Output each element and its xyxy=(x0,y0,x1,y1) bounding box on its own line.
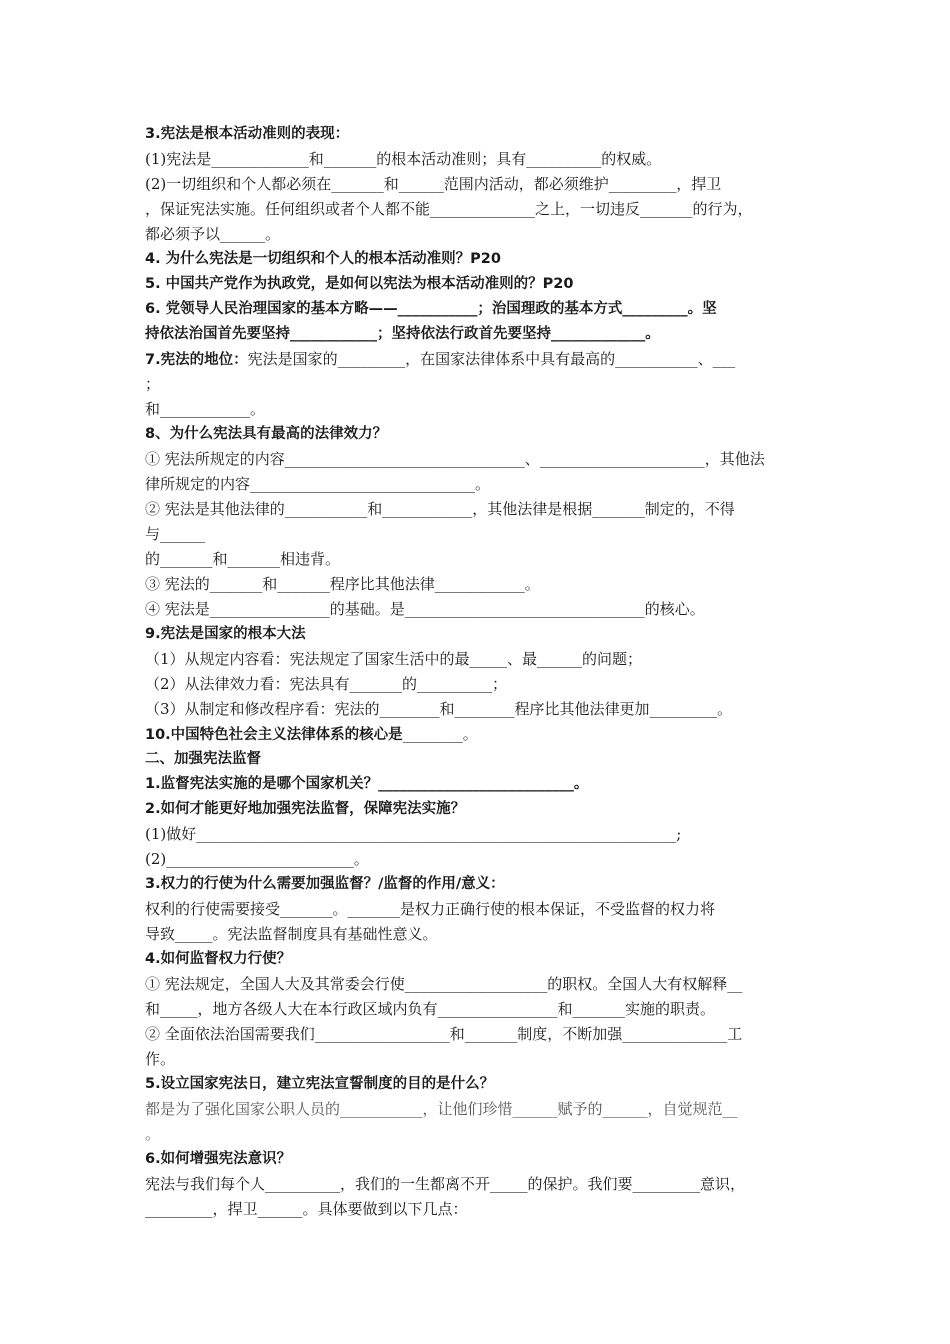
text-line: ① 宪法所规定的内容________________________________、______________________，其他法 xyxy=(145,450,765,468)
text-line: 9.宪法是国家的根本大法 xyxy=(145,626,306,642)
text-line: _________，捍卫______。具体要做到以下几点： xyxy=(145,1200,468,1218)
text-line: （3）从制定和修改程序看：宪法的________和________程序比其他法律更加_________。 xyxy=(145,700,733,718)
line-heading: 7.宪法的地位： xyxy=(145,352,248,368)
text-line: 宪法与我们每个人__________，我们的一生都离不开_____的保护。我们要_________意识， xyxy=(145,1175,746,1193)
line-body: ________。 xyxy=(402,725,478,743)
text-line: 二、加强宪法监督 xyxy=(145,751,261,767)
text-line: 都必须予以______。 xyxy=(145,225,281,243)
text-line: 4. 为什么宪法是一切组织和个人的根本活动准则？P20 xyxy=(145,251,501,267)
text-line: 3.权力的行使为什么需要加强监督？/监督的作用/意义： xyxy=(145,876,505,892)
text-line xyxy=(145,347,815,372)
text-line: ① 宪法规定，全国人大及其常委会行使___________________的职权。全国人大有权解释__ xyxy=(145,975,743,993)
text-line: 5. 中国共产党作为执政党，是如何以宪法为根本活动准则的？P20 xyxy=(145,276,574,292)
text-line: (1)宪法是_____________和_______的根本活动准则；具有__________的权威。 xyxy=(145,150,662,168)
text-line: 1.监督宪法实施的是哪个国家机关？___________________________。 xyxy=(145,776,589,792)
text-line: 律所规定的内容______________________________。 xyxy=(145,475,491,493)
text-line: (1)做好________________________________________________________________; xyxy=(145,825,682,843)
text-line: 与______ xyxy=(145,525,206,543)
text-line: 和_____，地方各级人大在本行政区域内负有________________和_______实施的职责。 xyxy=(145,1000,716,1018)
text-line: 和____________。 xyxy=(145,400,266,418)
text-line: 3.宪法是根本活动准则的表现： xyxy=(145,126,350,142)
text-line: （1）从规定内容看：宪法规定了国家生活中的最_____、最______的问题； xyxy=(145,650,643,668)
text-line: 4.如何监督权力行使？ xyxy=(145,951,292,967)
text-line: ，保证宪法实施。任何组织或者个人都不能______________之上，一切违反_______的行为， xyxy=(145,200,753,218)
text-line: ③ 宪法的_______和_______程序比其他法律____________。 xyxy=(145,575,540,593)
document-page xyxy=(145,122,815,1222)
text-line: 都是为了强化国家公职人员的___________，让他们珍惜______赋予的______，自觉规范__ xyxy=(145,1100,738,1118)
text-line: 权利的行使需要接受_______。_______是权力正确行使的根本保证，不受监督的权力将 xyxy=(145,900,716,918)
text-line: 6. 党领导人民治理国家的基本方略——___________；治国理政的基本方式_________。坚 xyxy=(145,301,717,317)
text-line: 的_______和_______相违背。 xyxy=(145,550,341,568)
text-line: ② 宪法是其他法律的___________和____________，其他法律是根据_______制定的，不得 xyxy=(145,500,735,518)
line-body: 宪法是国家的_________，在国家法律体系中具有最高的___________、___ xyxy=(247,350,736,368)
text-line: ； xyxy=(145,375,161,393)
text-line: 5.设立国家宪法日，建立宪法宣誓制度的目的是什么？ xyxy=(145,1076,495,1092)
text-line: 持依法治国首先要坚持____________；坚持依法行政首先要坚持_____________。 xyxy=(145,326,660,342)
text-line: 导致_____。宪法监督制度具有基础性意义。 xyxy=(145,925,438,943)
text-line: 作。 xyxy=(145,1050,176,1068)
line-heading: 10.中国特色社会主义法律体系的核心是 xyxy=(145,727,403,743)
text-line: 8、为什么宪法具有最高的法律效力？ xyxy=(145,426,388,442)
text-line: (2)_________________________。 xyxy=(145,850,369,868)
text-line xyxy=(145,722,815,747)
text-line: ② 全面依法治国需要我们__________________和_______制度，不断加强______________工 xyxy=(145,1025,743,1043)
text-line: 。 xyxy=(145,1125,161,1143)
text-line: （2）从法律效力看：宪法具有_______的__________； xyxy=(145,675,508,693)
text-line: 6.如何增强宪法意识？ xyxy=(145,1151,292,1167)
text-line: 2.如何才能更好地加强宪法监督，保障宪法实施？ xyxy=(145,801,466,817)
text-line: (2)一切组织和个人都必须在_______和______范围内活动，都必须维护_________，捍卫 xyxy=(145,175,722,193)
text-line: ④ 宪法是________________的基础。是________________________________的核心。 xyxy=(145,600,705,618)
